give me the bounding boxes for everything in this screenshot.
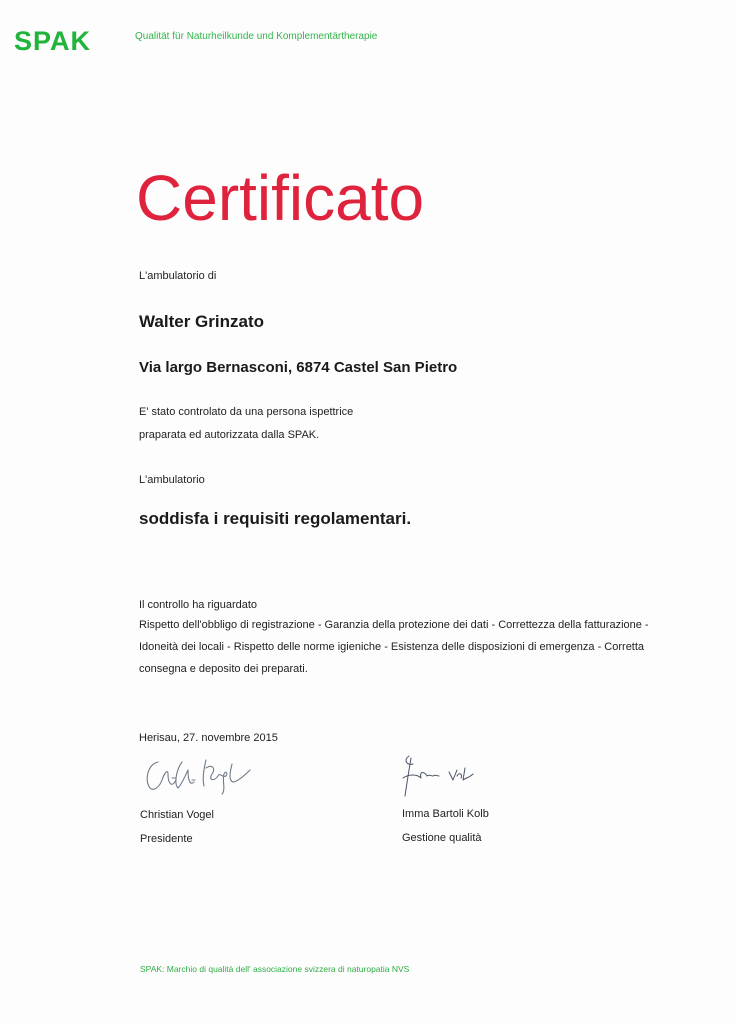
certificate-title: Certificato — [136, 162, 425, 234]
signatory-2-name: Imma Bartoli Kolb — [402, 808, 489, 820]
spak-logo: SPAK — [14, 26, 92, 56]
place-date: Herisau, 27. novembre 2015 — [139, 732, 278, 744]
holder-address: Via largo Bernasconi, 6874 Castel San Pietro — [139, 359, 458, 376]
inspection-line-2: praparata ed autorizzata dalla SPAK. — [139, 429, 320, 441]
signature-imma-bartoli-kolb — [399, 752, 479, 800]
footer-note: SPAK: Marchio di qualità dell' associazione svizzera di naturopatia NVS — [140, 964, 410, 974]
result-statement: soddisfa i requisiti regolamentari. — [139, 509, 412, 528]
intro-label: L'ambulatorio di — [139, 270, 217, 282]
holder-name: Walter Grinzato — [139, 312, 264, 331]
header-tagline: Qualität für Naturheilkunde und Komplementärtherapie — [135, 31, 378, 42]
ambulatorio-label: L'ambulatorio — [139, 474, 205, 486]
control-text: Rispetto dell'obbligo di registrazione - Garanzia della protezione dei dati - Correttezza della fatturazione - Idoneità dei locali - Rispetto delle norme igieniche - Esistenza delle disposizioni di emergenza - Corretta consegna e deposito dei preparati. — [139, 619, 649, 675]
signature-christian-vogel — [142, 754, 254, 796]
signatory-1-role: Presidente — [140, 833, 193, 845]
signatory-1-name: Christian Vogel — [140, 809, 214, 821]
inspection-line-1: E' stato controlato da una persona ispettrice — [139, 406, 354, 418]
control-heading: Il controllo ha riguardato — [139, 599, 258, 611]
signatory-2-role: Gestione qualità — [402, 832, 482, 844]
